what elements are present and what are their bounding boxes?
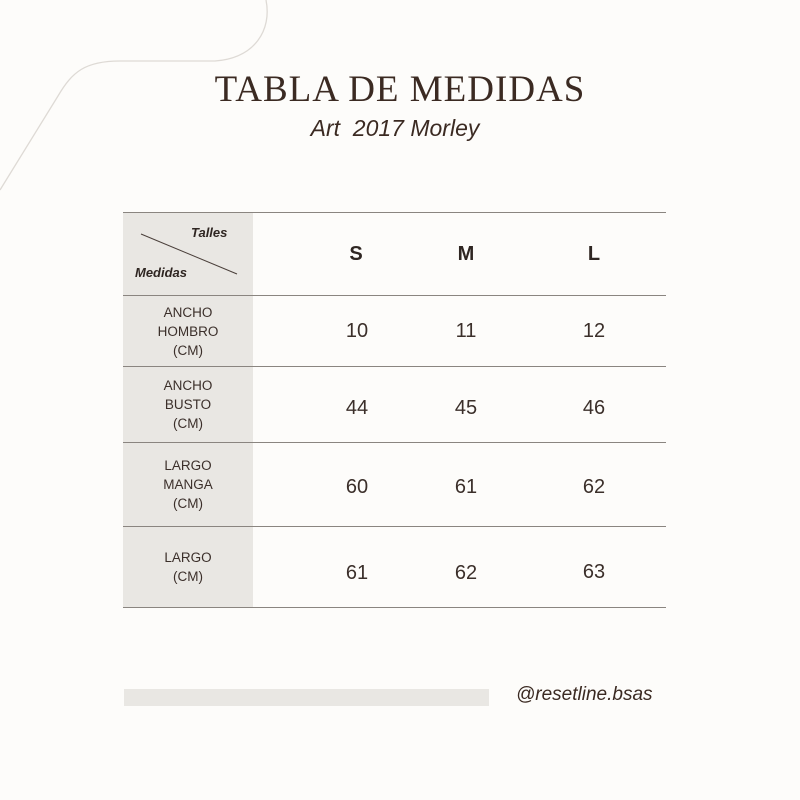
- cell-largo-l: 63: [582, 561, 606, 583]
- row-label-largo: [123, 527, 253, 607]
- row-label-line: (CM): [173, 569, 203, 584]
- corner-label-measures: Medidas: [135, 265, 188, 280]
- social-handle: @resetline.bsas: [516, 684, 653, 705]
- size-header-m: M: [457, 243, 475, 265]
- cell-largo-manga-m: 61: [454, 476, 478, 498]
- row-label-line: MANGA: [163, 477, 213, 492]
- size-header-l: L: [587, 243, 601, 265]
- cell-ancho-hombro-m: 11: [455, 320, 477, 342]
- row-label-line: HOMBRO: [157, 323, 219, 339]
- cell-ancho-busto-m: 45: [454, 397, 478, 419]
- table-border-top: [123, 212, 666, 213]
- cell-largo-manga-l: 62: [582, 476, 606, 498]
- row-label-line: (CM): [173, 416, 203, 431]
- row-label-line: (CM): [173, 496, 203, 511]
- corner-label-sizes: Talles: [191, 225, 228, 240]
- row-label-ancho-busto: [123, 367, 253, 442]
- size-table: [123, 212, 666, 608]
- row-label-line: LARGO: [164, 458, 212, 473]
- page-title: TABLA DE MEDIDAS: [214, 69, 586, 110]
- footer-decorative-bar: [124, 689, 489, 706]
- row-label-line: (CM): [173, 342, 203, 358]
- size-header-s: S: [349, 243, 363, 265]
- cell-largo-m: 62: [454, 562, 478, 584]
- cell-ancho-busto-l: 46: [582, 397, 606, 419]
- cell-ancho-hombro-l: 12: [582, 320, 606, 342]
- cell-largo-s: 61: [345, 562, 369, 584]
- row-label-ancho-hombro: [123, 296, 253, 366]
- row-label-line: ANCHO: [163, 304, 213, 320]
- row-label-line: LARGO: [164, 550, 212, 565]
- row-label-line: ANCHO: [163, 378, 213, 393]
- row-label-largo-manga: [123, 443, 253, 526]
- cell-ancho-busto-s: 44: [345, 397, 369, 419]
- table-border-bottom: [123, 607, 666, 608]
- cell-ancho-hombro-s: 10: [345, 320, 369, 342]
- cell-largo-manga-s: 60: [345, 476, 369, 498]
- corner-diagonal-line: [123, 212, 253, 296]
- row-label-line: BUSTO: [164, 397, 212, 412]
- article-subtitle: Art 2017 Morley: [310, 115, 480, 141]
